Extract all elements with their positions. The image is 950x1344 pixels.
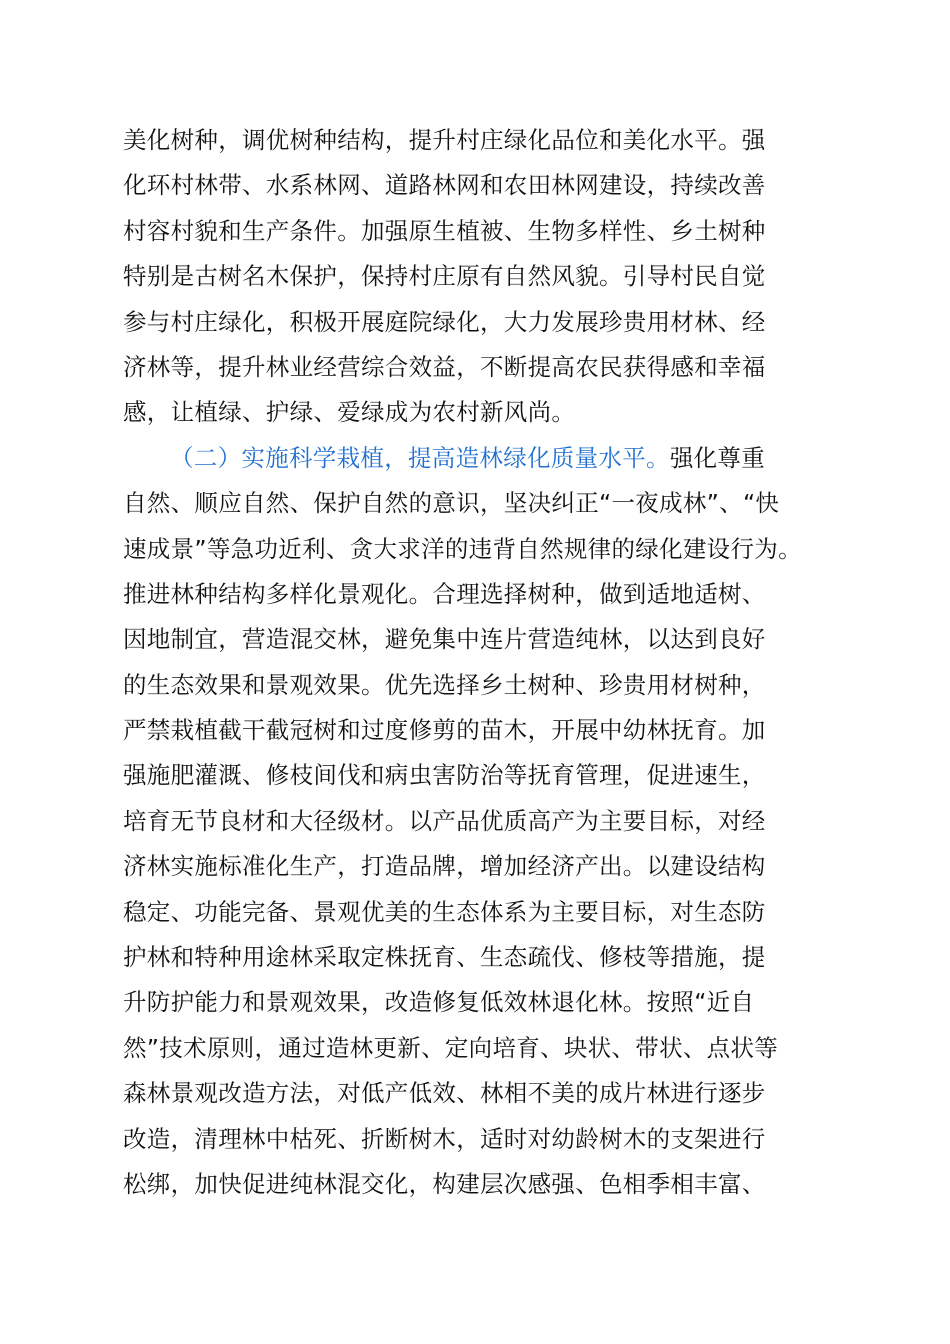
- text-line: [123, 663, 843, 708]
- line-text: 稳定、功能完备、景观优美的生态体系为主要目标，对生态防: [123, 897, 766, 926]
- line-text: 严禁栽植截干截冠树和过度修剪的苗木，开展中幼林抚育。加: [123, 716, 766, 745]
- text-line: [123, 1071, 843, 1116]
- line-text: 特别是古树名木保护，保持村庄原有自然风貌。引导村民自觉: [123, 262, 766, 291]
- text-line: [123, 753, 843, 798]
- line-text: 因地制宜，营造混交林，避免集中连片营造纯林，以达到良好: [123, 625, 766, 654]
- line-text: 感，让植绿、护绿、爱绿成为农村新风尚。: [123, 398, 576, 427]
- line-text: 护林和特种用途林采取定株抚育、生态疏伐、修枝等措施，提: [123, 943, 766, 972]
- line-text: 培育无节良材和大径级材。以产品优质高产为主要目标，对经: [123, 806, 766, 835]
- line-text: 改造，清理林中枯死、折断树木，适时对幼龄树木的支架进行: [123, 1124, 766, 1153]
- line-text: 美化树种，调优树种结构，提升村庄绿化品位和美化水平。强: [123, 126, 766, 154]
- text-line: [123, 935, 843, 980]
- line-text: 强化尊重: [669, 443, 766, 472]
- body-text: [123, 118, 843, 1207]
- line-text: 化环村林带、水系林网、道路林网和农田林网建设，持续改善: [123, 171, 766, 200]
- text-line: [123, 254, 843, 299]
- line-text: 济林实施标准化生产，打造品牌，增加经济产出。以建设结构: [123, 852, 766, 881]
- line-text: 速成景”等急功近利、贪大求洋的违背自然规律的绿化建设行为。: [123, 534, 802, 563]
- text-line: [123, 118, 843, 163]
- text-line: [123, 1117, 843, 1162]
- text-line: [123, 481, 843, 526]
- text-line: [123, 436, 843, 481]
- line-text: 强施肥灌溉、修枝间伐和病虫害防治等抚育管理，促进速生，: [123, 761, 766, 790]
- line-text: 的生态效果和景观效果。优先选择乡土树种、珍贵用材树种，: [123, 670, 766, 699]
- text-line: [123, 1162, 843, 1207]
- text-line: [123, 708, 843, 753]
- line-text: 松绑，加快促进纯林混交化，构建层次感强、色相季相丰富、: [123, 1169, 766, 1198]
- text-line: [123, 163, 843, 208]
- text-line: [123, 799, 843, 844]
- text-line: [123, 617, 843, 662]
- text-line: [123, 209, 843, 254]
- line-text: 推进林种结构多样化景观化。合理选择树种，做到适地适树、: [123, 579, 766, 608]
- text-line: [123, 345, 843, 390]
- line-text: 村容村貌和生产条件。加强原生植被、生物多样性、乡土树种: [123, 216, 766, 245]
- text-line: [123, 390, 843, 435]
- line-text: 升防护能力和景观效果，改造修复低效林退化林。按照“近自: [123, 988, 755, 1017]
- text-line: [123, 890, 843, 935]
- line-text: 自然、顺应自然、保护自然的意识，坚决纠正“一夜成林”、“快: [123, 489, 780, 518]
- line-text: 然”技术原则，通过造林更新、定向培育、块状、带状、点状等: [123, 1033, 779, 1062]
- text-line: [123, 980, 843, 1025]
- line-text: 森林景观改造方法，对低产低效、林相不美的成片林进行逐步: [123, 1079, 766, 1108]
- line-text: 参与村庄绿化，积极开展庭院绿化，大力发展珍贵用材林、经: [123, 307, 766, 336]
- text-line: [123, 527, 843, 572]
- text-line: [123, 844, 843, 889]
- text-line: [123, 300, 843, 345]
- section-heading: （二）实施科学栽植，提高造林绿化质量水平。: [170, 443, 670, 472]
- text-line: [123, 572, 843, 617]
- line-text: 济林等，提升林业经营综合效益，不断提高农民获得感和幸福: [123, 352, 766, 381]
- text-line: [123, 1026, 843, 1071]
